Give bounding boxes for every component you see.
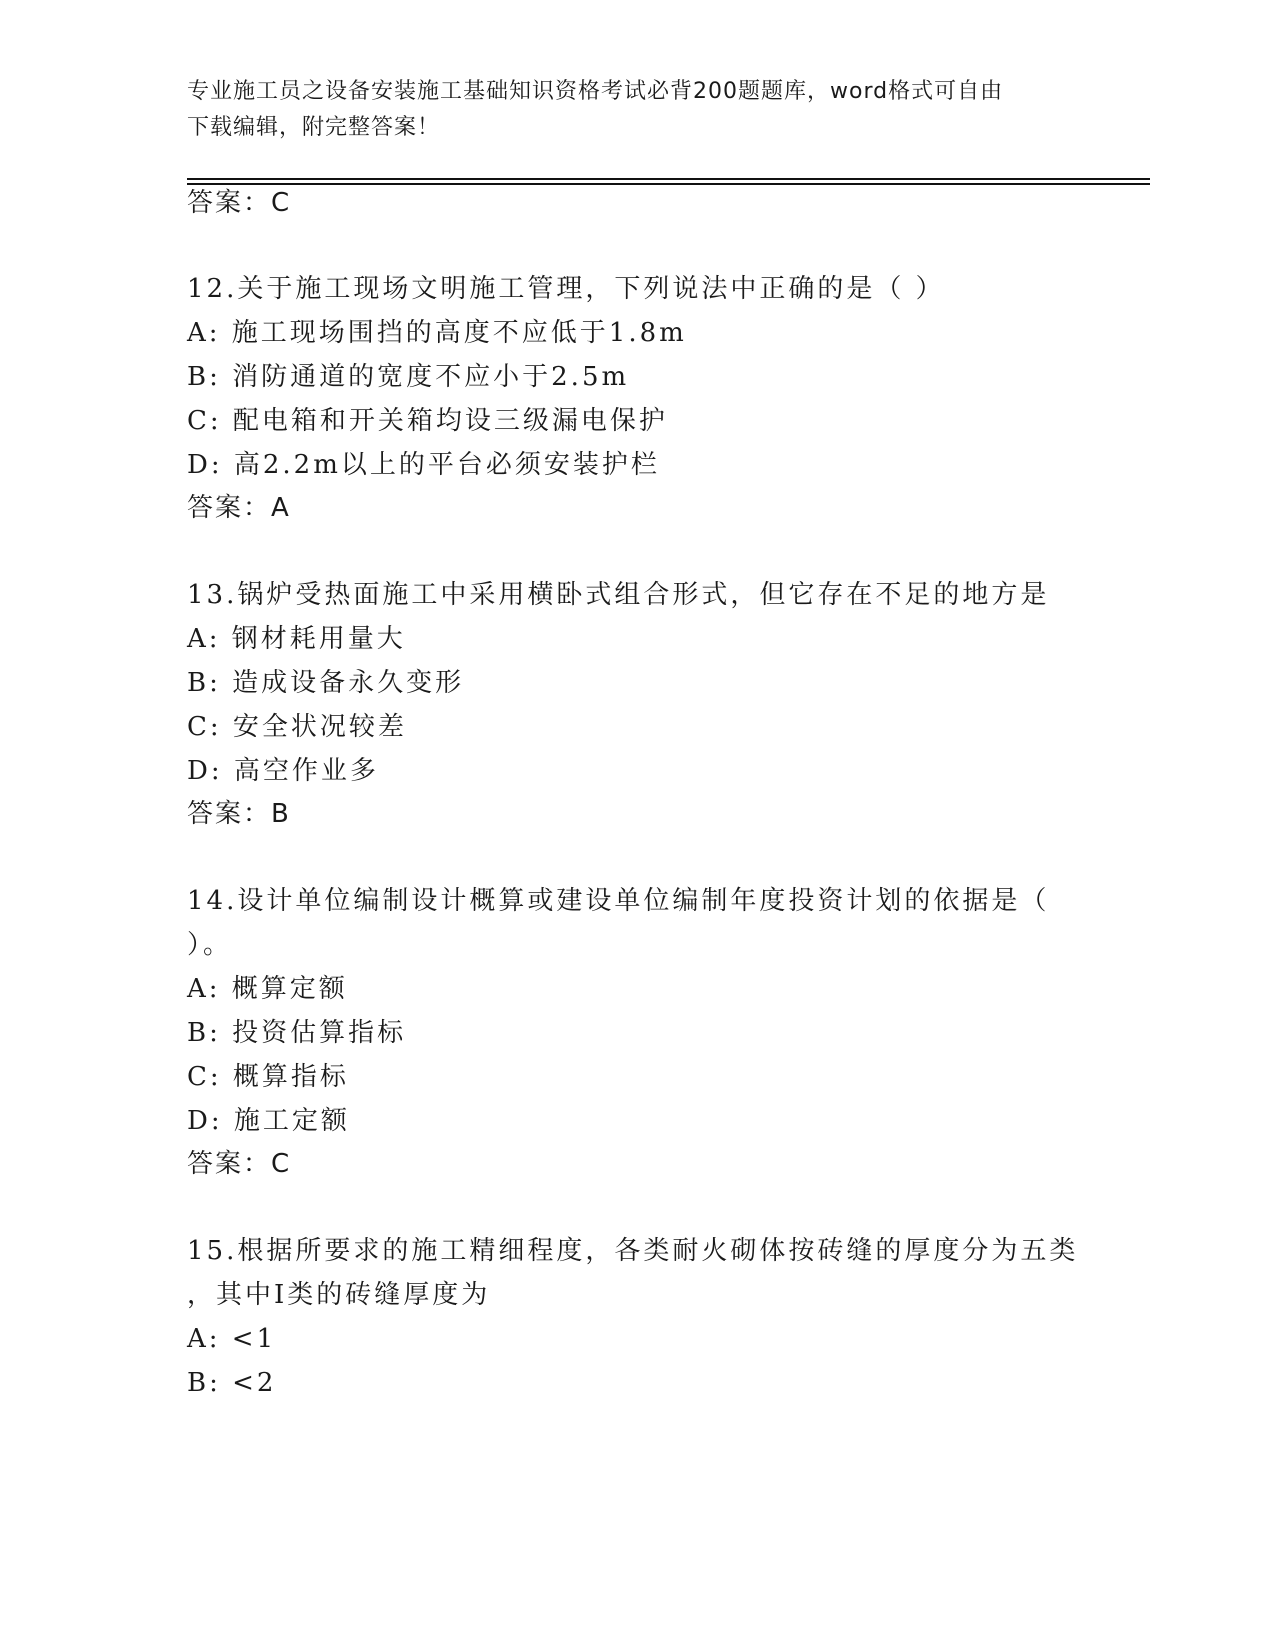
question-15-stem-line-2: ，其中I类的砖缝厚度为: [187, 1280, 491, 1310]
header-line-2: 下载编辑，附完整答案！: [187, 115, 441, 140]
question-12-option-a: A: 施工现场围挡的高度不应低于1.8m: [187, 318, 687, 348]
question-15-stem-line-1: 15.根据所要求的施工精细程度，各类耐火砌体按砖缝的厚度分为五类: [187, 1236, 1079, 1266]
question-12-option-d: D: 高2.2m以上的平台必须安装护栏: [187, 450, 660, 480]
question-13-option-d: D: 高空作业多: [187, 756, 379, 786]
question-12-stem: 12.关于施工现场文明施工管理，下列说法中正确的是（ ）: [187, 274, 945, 304]
previous-answer: 答案：C: [187, 188, 292, 218]
question-13-option-b: B: 造成设备永久变形: [187, 668, 465, 698]
question-13-option-a: A: 钢材耗用量大: [187, 624, 406, 654]
question-13-option-c: C: 安全状况较差: [187, 712, 407, 742]
question-14-stem-line-2: ）。: [187, 930, 233, 960]
question-13-answer: 答案：B: [187, 799, 291, 829]
header-line-1: 专业施工员之设备安装施工基础知识资格考试必背200题题库，word格式可自由: [187, 79, 1004, 104]
question-12-option-b: B: 消防通道的宽度不应小于2.5m: [187, 362, 630, 392]
question-12-answer: 答案：A: [187, 493, 291, 523]
question-14-stem-line-1: 14.设计单位编制设计概算或建设单位编制年度投资计划的依据是（: [187, 886, 1050, 916]
header-divider-bottom: [187, 183, 1150, 185]
question-15-option-b: B: <2: [187, 1368, 277, 1398]
question-13-stem: 13.锅炉受热面施工中采用横卧式组合形式，但它存在不足的地方是: [187, 580, 1050, 610]
question-15-option-a: A: <1: [187, 1324, 277, 1354]
question-14-option-d: D: 施工定额: [187, 1106, 350, 1136]
document-header: [187, 74, 1067, 146]
question-14-option-c: C: 概算指标: [187, 1062, 349, 1092]
question-14-answer: 答案：C: [187, 1149, 292, 1179]
header-divider-top: [187, 178, 1150, 180]
question-14-option-a: A: 概算定额: [187, 974, 348, 1004]
question-12-option-c: C: 配电箱和开关箱均设三级漏电保护: [187, 406, 668, 436]
question-14-option-b: B: 投资估算指标: [187, 1018, 407, 1048]
